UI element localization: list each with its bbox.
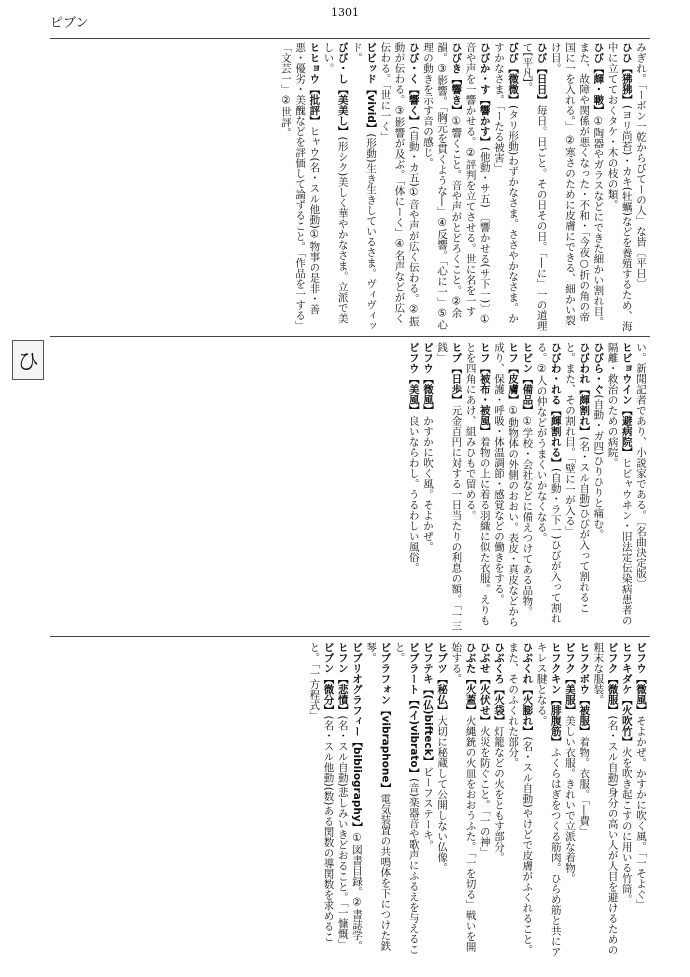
- entry-headword: ヒブ【日歩】: [450, 342, 463, 405]
- entry-headword: ビフテキ【(仏)bifteck】: [421, 642, 434, 767]
- dictionary-entry: [449, 642, 477, 960]
- entry-definition: (タリ形動)わずかなさま。ささやかなさま。かすかなさま。「ーたる被害」: [492, 42, 520, 324]
- entry-headword: びび【微微】: [507, 42, 520, 105]
- dictionary-entry: [421, 42, 464, 332]
- entry-definition: ①響くこと。音や声がとどろくこと。②余韻。③影響。「胸元を貫くような―」④反響。「心に一」⑤心理の動きを示す音の感じ。: [421, 42, 463, 330]
- entry-definition: 着物。衣服。「―費」: [578, 736, 591, 837]
- top-rule: [50, 38, 650, 39]
- entry-definition: 灯籠などの火をともす部分。: [492, 726, 505, 863]
- entry-definition: ①陶器やガラスなどにできた細かい割れ目。また、故障や関係が悪くなった・不和・「今夜○折の角の帝国に一を入れる。」 ②寒さのために皮膚にできる、細かい裂け目。: [549, 42, 605, 327]
- entry-headword: ひぶせ【火伏せ】: [478, 642, 491, 726]
- thumb-index-tab: ひ: [12, 340, 44, 380]
- entry-definition: (名・スル自動)悲しみいきどおること。「一慷慨」: [336, 715, 349, 950]
- entry-definition: ビーフステーキ。: [421, 766, 434, 851]
- entry-definition: (自動・カ五)①音や声が広く伝わる。②振動が伝わる。③影響が及ぶ。「体にーく」④名声などが広く伝わる。「世に一く」: [379, 42, 420, 327]
- entry-definition: (ヨリ尚苔)・カキ(牡蠣)などを養殖するため、海中に立てておくタケ・木の枝の類。: [606, 42, 633, 332]
- entry-definition: 大切に秘蔵して公開しない仏像。: [436, 715, 449, 873]
- tier-divider-2: [50, 636, 650, 637]
- entry-definition: (自動・ラ下一)ひびが入って割れる。②人の仲などがうまくいかなくなる。: [535, 342, 562, 624]
- entry-definition: 良いならわし。うるわしい風俗。: [407, 415, 420, 573]
- dictionary-entry: [321, 42, 349, 332]
- entry-definition: かすかに吹く風。そよかぜ。: [421, 415, 434, 552]
- entry-headword: ビフク【微服】: [606, 642, 619, 716]
- page-header: [0, 0, 690, 40]
- entry-headword: ひひ【狒狒】: [620, 42, 633, 105]
- entry-definition: (形シク)美しく華やかなさま。立派で美しい。: [322, 42, 349, 324]
- entry-definition: 火を吹き起こすのに用いる竹筒。: [620, 747, 633, 905]
- entry-headword: ビブラート【(イ)vibrato】: [407, 642, 420, 779]
- entry-headword: ビビッド【vivid】: [365, 42, 378, 134]
- entry-definition: ヒャウ(名・スル他動)①物事の是非・善悪・優劣・美醜などを評価して論ずること。「作品を一する」「文芸一」②世評。: [279, 42, 321, 331]
- dictionary-entry: [364, 642, 392, 960]
- entry-definition: (形動)生き生きしているさま。ヴィヴィッド。: [350, 42, 378, 331]
- tier-divider-1: [50, 336, 650, 337]
- dictionary-entry: [577, 642, 591, 960]
- dictionary-entry: [591, 642, 619, 960]
- dictionary-entry: [563, 342, 591, 632]
- entry-headword: ヒブツ【秘仏】: [436, 642, 449, 716]
- entry-headword: ヒヒョウ【批評】: [308, 42, 321, 126]
- entry-headword: ビブラフォン【vibraphone】: [379, 642, 392, 794]
- tier-2: [54, 342, 648, 632]
- entry-headword: ひびき【響き】: [450, 42, 463, 116]
- entry-headword: ひぶくろ【火袋】: [492, 642, 505, 726]
- entry-definition: ふくらはぎをつくる筋肉。ひらめ筋と共にアキレス腱となる。: [535, 642, 562, 957]
- entry-definition: 電気装置の共鳴体を下につけた鉄琴。: [365, 642, 392, 951]
- entry-headword: びび・し【美美し】: [336, 42, 349, 137]
- entry-headword: ひぶた【火蓋】: [464, 642, 477, 716]
- dictionary-entry: [407, 342, 421, 632]
- entry-headword: ビフウ【微風】: [635, 642, 647, 716]
- entry-definition: 火縄銃の火皿をおおうふた。「一を切る」戦いを開始する。: [450, 642, 477, 952]
- entry-headword: ひびわ・れる【皹割れる】: [549, 342, 562, 468]
- entry-headword: ひび【皹・皸】: [592, 42, 605, 116]
- entry-headword: ヒビョウイン【避病院】: [620, 342, 633, 458]
- entry-headword: ひびわれ【皹割れ】: [578, 342, 591, 437]
- dictionary-entry: [520, 42, 548, 332]
- entry-definition: 美しい衣服。きれいで立派な着物。: [563, 715, 576, 884]
- dictionary-entry: [336, 642, 350, 960]
- entry-headword: ビブリオグラフィー【bibliography】: [350, 642, 363, 833]
- entry-headword: ひびか・す【響かす】: [478, 42, 491, 147]
- entry-headword: ビフク【美服】: [563, 642, 576, 716]
- entry-definition: そよかぜ。かすかに吹く風。「一そよぐ」: [635, 715, 647, 910]
- dictionary-entry: [492, 642, 506, 960]
- dictionary-entry: [591, 342, 605, 632]
- entry-definition: (他動・サ五) 〔響かせる(サ下一)〕①音や声を一響かせる。②評判を立てさせる。世に名を一す: [464, 42, 491, 326]
- dictionary-entry: [492, 42, 520, 332]
- entry-definition: (名・スル自動)身分の高い人が人目を避けるための粗末な服装。: [592, 642, 619, 955]
- dictionary-entry: [506, 642, 534, 960]
- entry-headword: ヒフ【被布・被風】: [478, 342, 491, 437]
- entry-definition: (名・スル自動)やけどで皮膚がふくれること。また、そのふくれた部分。: [507, 642, 534, 955]
- dictionary-entry: [605, 342, 633, 632]
- dictionary-entry: [605, 42, 633, 332]
- entry-definition: みぎれ。「ーボン一乾からびてーの人」な皆〔平日〕: [635, 42, 647, 289]
- entry-headword: ひぶくれ【火膨れ】: [521, 642, 534, 737]
- dictionary-entry: [435, 642, 449, 960]
- dictionary-entry: [492, 342, 520, 632]
- dictionary-entry: [634, 42, 648, 332]
- dictionary-entry: [421, 642, 435, 960]
- entry-headword: ビフウ【微風】: [421, 342, 434, 416]
- entry-headword: ビフウ【美風】: [407, 342, 420, 416]
- dictionary-entry: [392, 642, 420, 960]
- entry-definition: ①動物体の外側のおおい。表皮・真皮などから成り、保護・呼吸・体温調節・感覚などの働きをする。: [492, 342, 520, 627]
- dictionary-entry: [634, 342, 648, 632]
- dictionary-entry: [350, 42, 378, 332]
- tier-3: [54, 642, 648, 960]
- entry-definition: 元金百円に対する一日当たりの利息の額。「一三銭」: [436, 342, 463, 631]
- section-heading: ピブン: [50, 16, 89, 31]
- dictionary-entry: [463, 342, 491, 632]
- dictionary-entry: [478, 642, 492, 960]
- dictionary-entry: [350, 642, 364, 960]
- dictionary-entry: [620, 642, 634, 960]
- dictionary-entry: [378, 42, 421, 332]
- entry-headword: ビブン【微分】: [322, 642, 335, 716]
- entry-definition: (名・スル他動)(数)ある関数の導関数を求めること。「一方程式」: [308, 642, 335, 942]
- entry-headword: ヒフキダケ【火吹竹】: [620, 642, 633, 747]
- entry-headword: ヒフン【悲憤】: [336, 642, 349, 716]
- entry-headword: ヒフクボウ【被服】: [578, 642, 591, 737]
- page-number: 1301: [331, 6, 359, 19]
- entry-definition: 火災を防ぐこと。「一の神」: [478, 726, 491, 858]
- entry-definition: ヒビャウヰン・旧法定伝染病患者の隔離・救治のための病院。: [606, 342, 633, 626]
- entry-definition: (名・スル自動)ひびが入って割れること。また、その割れ目。「壁に一が入る」: [563, 342, 591, 613]
- entry-headword: ヒフクキン【腓腹筋】: [549, 642, 562, 747]
- dictionary-entry: [421, 342, 435, 632]
- entry-headword: ひび・く【響く】: [407, 42, 420, 126]
- dictionary-entry: [549, 42, 606, 332]
- entry-headword: ひび【日日】: [535, 42, 548, 105]
- entry-definition: 着物の上に着る羽織に似た衣服。えりもとを四角にあけ、組みひもで留める。: [464, 342, 491, 626]
- entry-headword: ヒビン【備品】: [521, 342, 534, 416]
- dictionary-entry: [307, 642, 335, 960]
- entry-headword: ひびら・ぐ: [592, 342, 605, 395]
- dictionary-entry: [435, 342, 463, 632]
- entry-headword: ヒフ【皮膚】: [507, 342, 520, 405]
- dictionary-entry: [279, 42, 322, 332]
- entry-definition: ①学校・会社などに備えつけてある品物。: [521, 415, 534, 617]
- entry-definition: い。新聞記者であり、小説家である。〔名曲決定版〕: [635, 342, 647, 589]
- entry-definition: 毎日。日ごと。その日その日。「―に」一の道理て[平凡]。: [521, 42, 548, 331]
- dictionary-entry: [520, 342, 534, 632]
- dictionary-entry: [463, 42, 491, 332]
- entry-definition: (自動・ガ四)ひりひりと痛む。: [592, 394, 605, 540]
- dictionary-entry: [634, 642, 648, 960]
- dictionary-entry: [534, 342, 562, 632]
- dictionary-entry: [563, 642, 577, 960]
- dictionary-entry: [534, 642, 562, 960]
- tier-1: [54, 42, 648, 332]
- entry-definition: ①図書目録。②書誌学。: [350, 832, 363, 951]
- entry-definition: (音)楽器音や歌声にふるえを与えること。: [393, 642, 420, 955]
